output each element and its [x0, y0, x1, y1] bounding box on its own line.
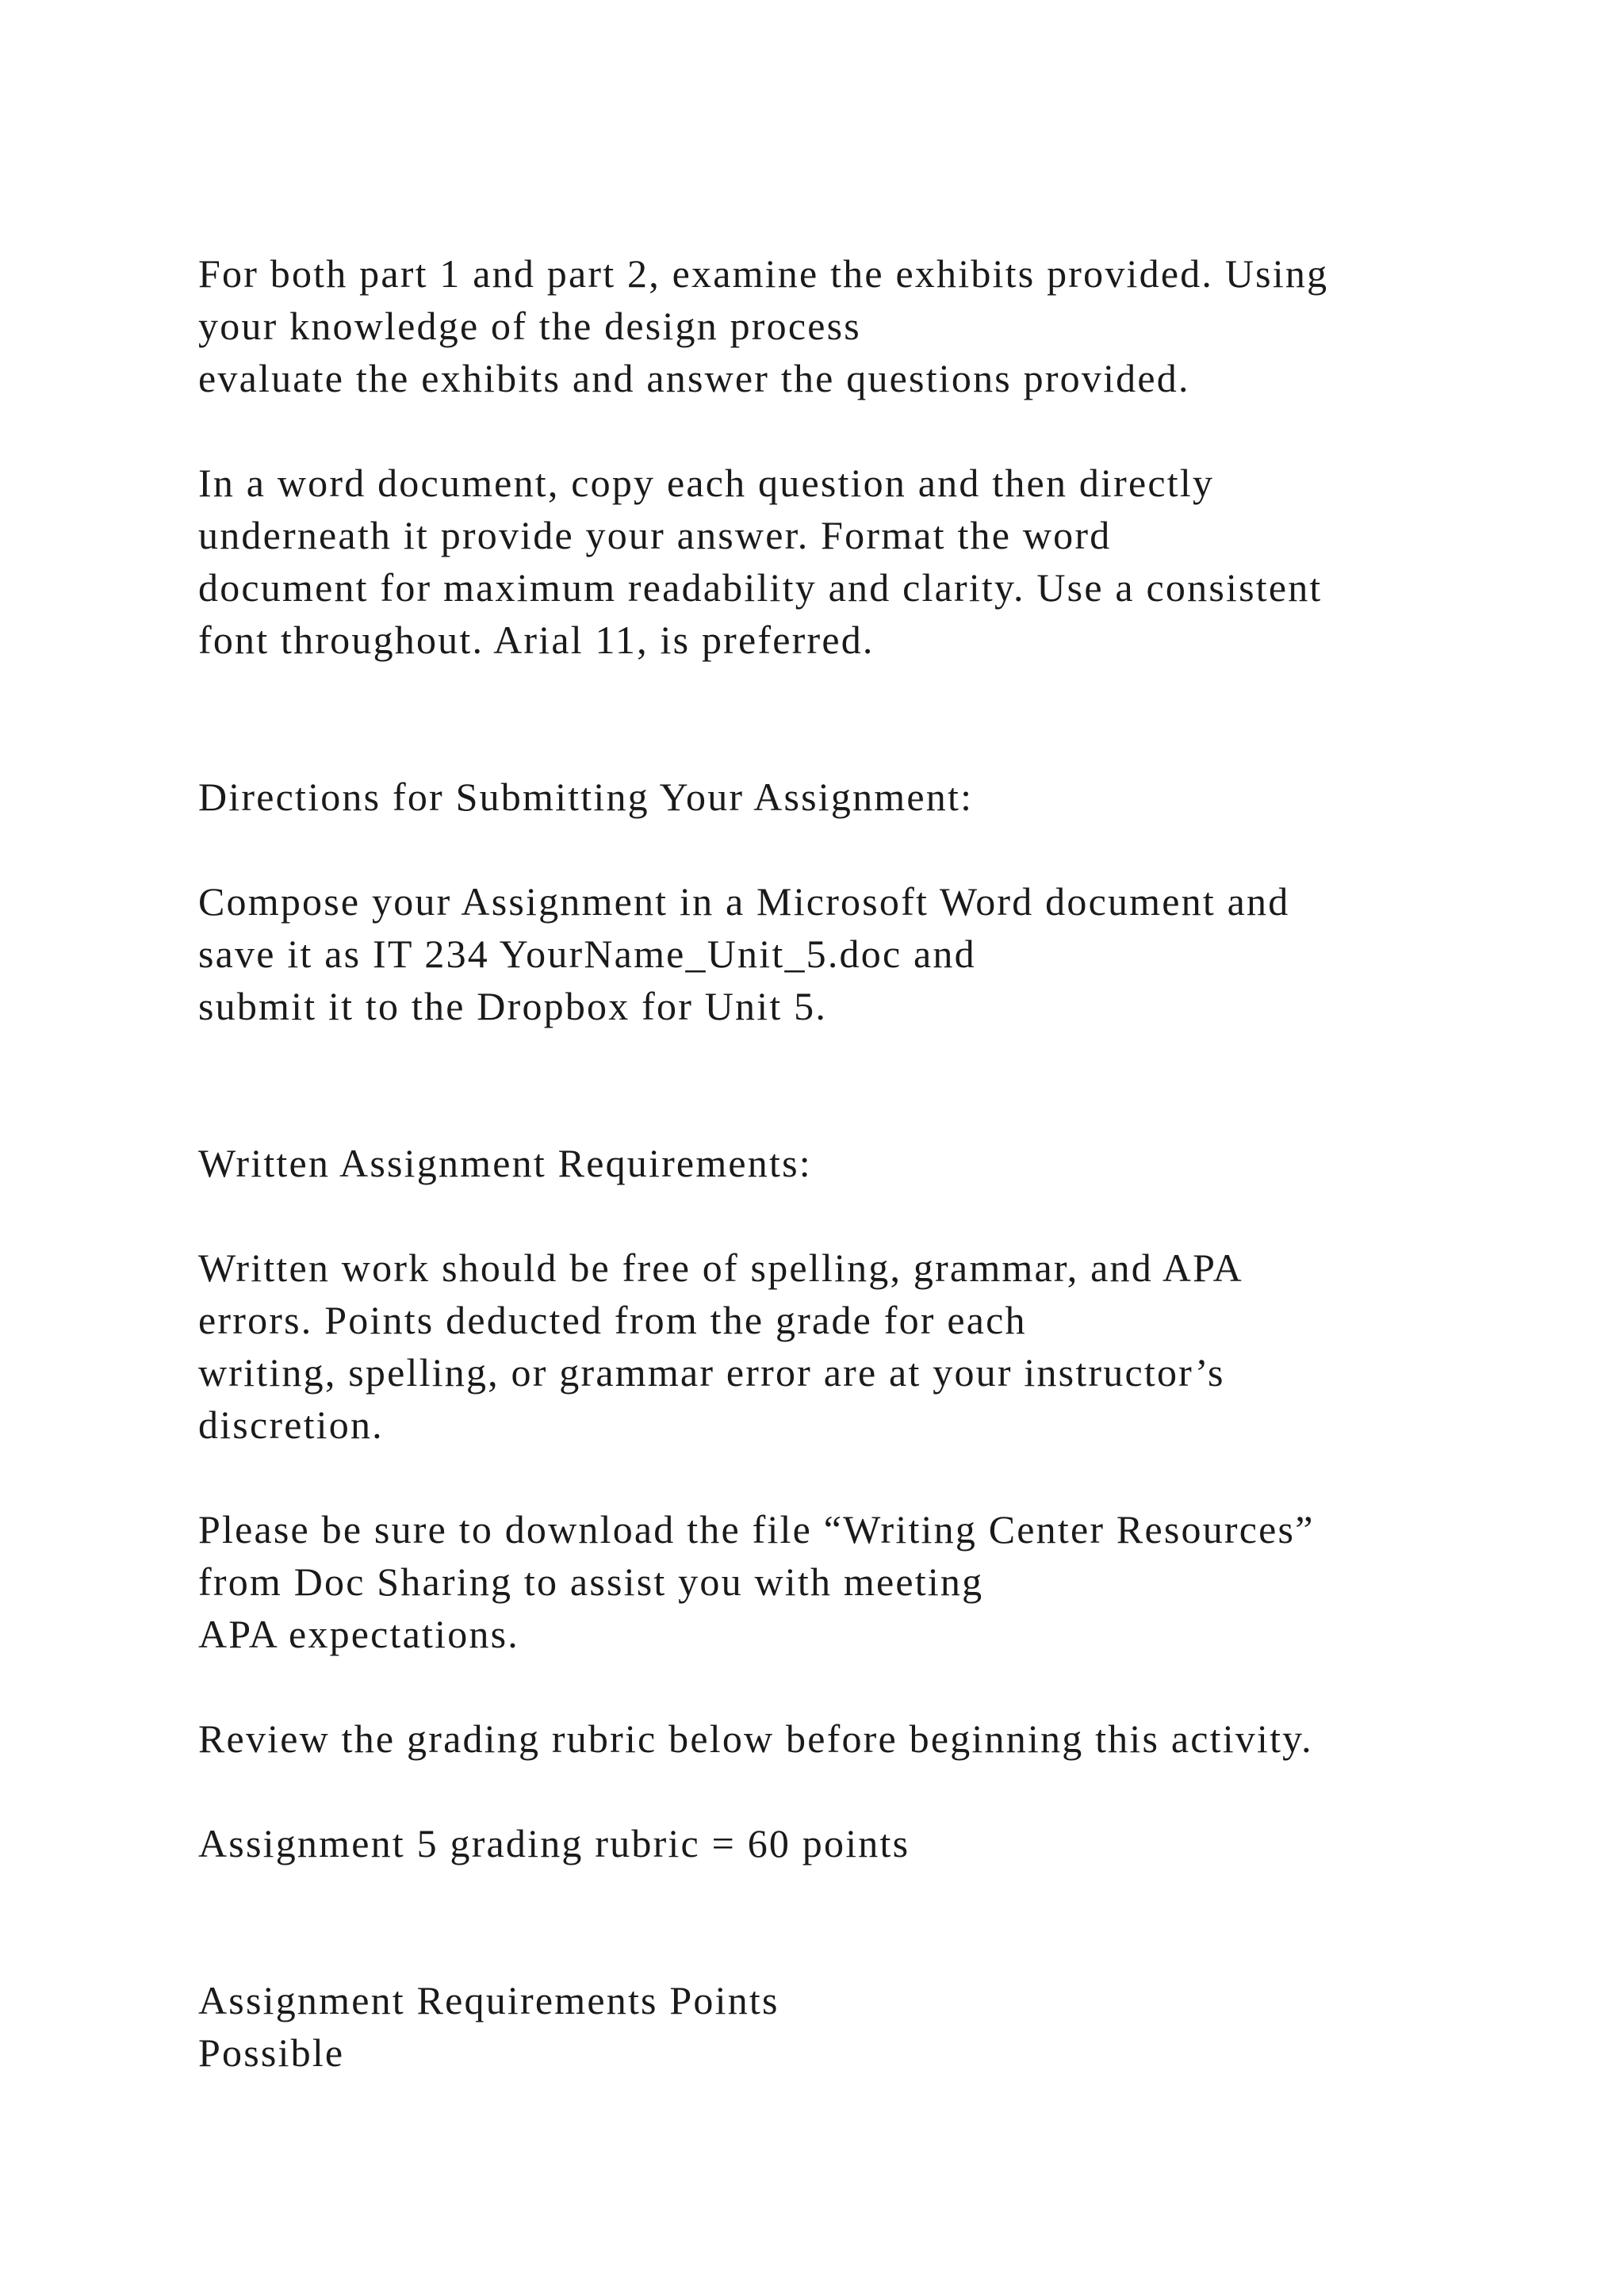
paragraph-written-work	[198, 1242, 1594, 1451]
paragraph-format	[198, 457, 1594, 666]
text-line: underneath it provide your answer. Format the word	[198, 513, 1112, 557]
text-line: For both part 1 and part 2, examine the exhibits provided. Using	[198, 251, 1329, 296]
paragraph-instructions	[198, 247, 1594, 404]
text-line: Assignment 5 grading rubric = 60 points	[198, 1821, 910, 1866]
heading-directions	[198, 771, 1594, 823]
text-line: Compose your Assignment in a Microsoft Word document and	[198, 879, 1290, 924]
text-line: Review the grading rubric below before beginning this activity.	[198, 1716, 1313, 1761]
document-body	[198, 247, 1594, 2079]
text-line: Please be sure to download the file “Writing Center Resources”	[198, 1507, 1315, 1552]
text-line: errors. Points deducted from the grade for each	[198, 1298, 1027, 1342]
text-line: save it as IT 234 YourName_Unit_5.doc and	[198, 932, 976, 976]
rubric-table-header	[198, 1974, 1594, 2079]
text-line: Assignment Requirements Points	[198, 1978, 779, 2022]
text-line: writing, spelling, or grammar error are at your instructor’s	[198, 1350, 1225, 1395]
text-line: Possible	[198, 2030, 345, 2075]
text-line: Written work should be free of spelling, grammar, and APA	[198, 1246, 1243, 1290]
text-line: document for maximum readability and clarity. Use a consistent	[198, 565, 1323, 610]
section-heading: Written Assignment Requirements:	[198, 1141, 812, 1185]
paragraph-download	[198, 1503, 1594, 1660]
paragraph-compose	[198, 875, 1594, 1032]
text-line: APA expectations.	[198, 1612, 519, 1656]
text-line: from Doc Sharing to assist you with meeting	[198, 1559, 984, 1604]
paragraph-rubric-total	[198, 1817, 1594, 1869]
text-line: your knowledge of the design process	[198, 304, 861, 348]
text-line: submit it to the Dropbox for Unit 5.	[198, 984, 828, 1028]
text-line: discretion.	[198, 1402, 384, 1447]
text-line: evaluate the exhibits and answer the questions provided.	[198, 356, 1190, 400]
section-heading: Directions for Submitting Your Assignment:	[198, 775, 974, 819]
heading-requirements	[198, 1137, 1594, 1189]
text-line: font throughout. Arial 11, is preferred.	[198, 618, 875, 662]
paragraph-review	[198, 1712, 1594, 1765]
text-line: In a word document, copy each question and then directly	[198, 461, 1215, 505]
